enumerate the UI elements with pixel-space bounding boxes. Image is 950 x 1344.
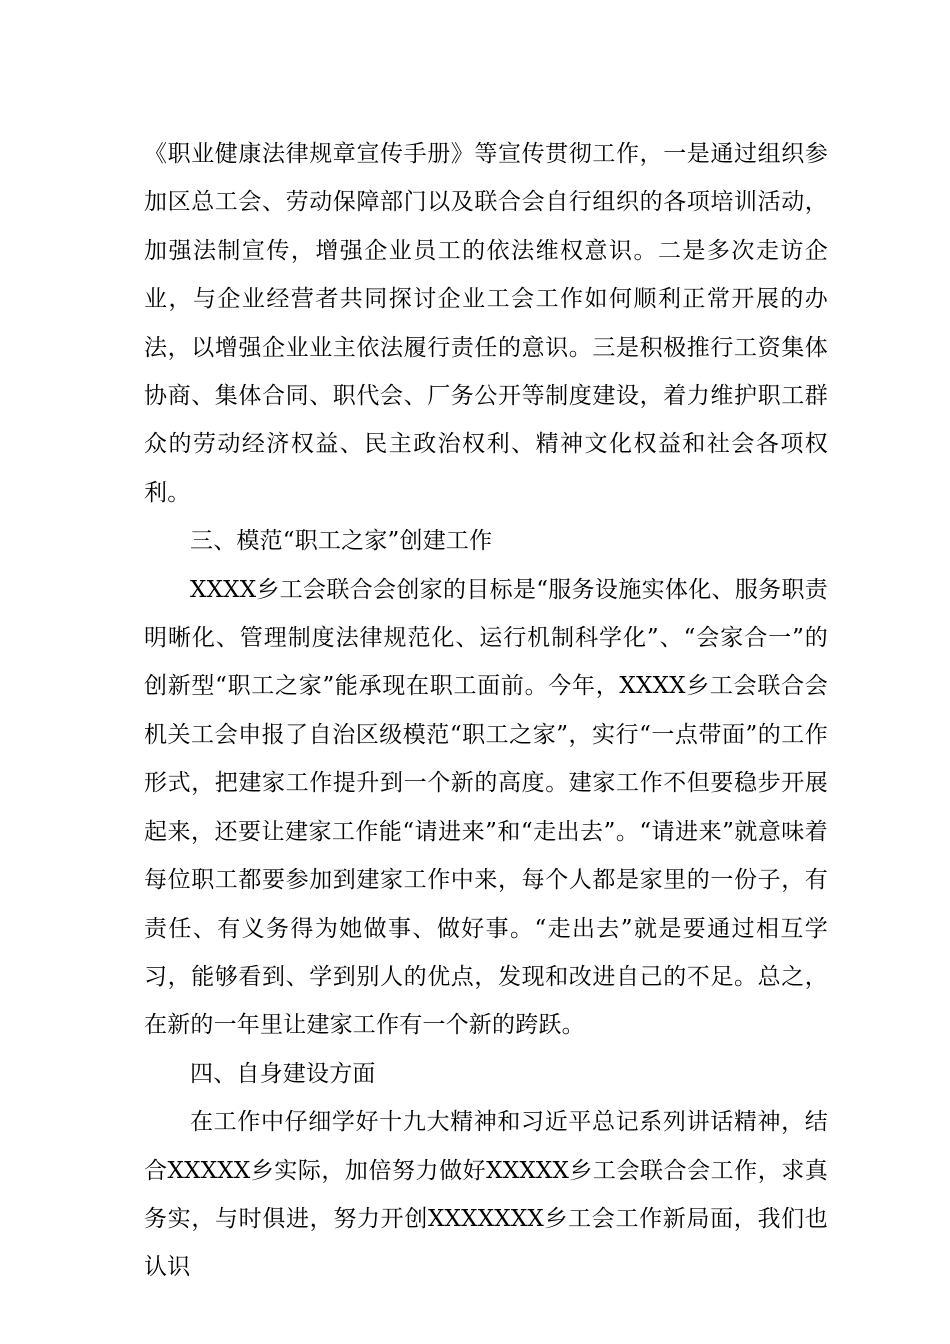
paragraph-model-home: XXXX乡工会联合会创家的目标是“服务设施实体化、服务职责明晰化、管理制度法律规范化、运行机制科学化”、“会家合一”的创新型“职工之家”能承现在职工面前。今年，XXXX乡工会联合会机关工会申报了自治区级模范“职工之家”，实行“一点带面”的工作形式，把建家工作提升到一个新的高度。建家工作不但要稳步开展起来，还要让建家工作能“请进来”和“走出去”。“请进来”就意味着每位职工都要参加到建家工作中来，每个人都是家里的一份子，有责任、有义务得为她做事、做好事。“走出去”就是要通过相互学习，能够看到、学到别人的优点，发现和改进自己的不足。总之，在新的一年里让建家工作有一个新的跨跃。 xyxy=(144,576,828,1039)
section-heading-model-home: 三、模范“职工之家”创建工作 xyxy=(190,528,493,555)
paragraph-training-activities: 《职业健康法律规章宣传手册》等宣传贯彻工作，一是通过组织参加区总工会、劳动保障部门以及联合会自行组织的各项培训活动，加强法制宣传，增强企业员工的依法维权意识。二是多次走访企业，与企业经营者共同探讨企业工会工作如何顺利正常开展的办法，以增强企业业主依法履行责任的意识。三是积极推行工资集体协商、集体合同、职代会、厂务公开等制度建设，着力维护职工群众的劳动经济权益、民主政治权利、精神文化权益和社会各项权利。 xyxy=(144,141,828,506)
section-heading-self-building: 四、自身建设方面 xyxy=(190,1060,376,1087)
document-body xyxy=(144,130,828,1292)
paragraph-self-building: 在工作中仔细学好十九大精神和习近平总记系列讲话精神，结合XXXXX乡实际，加倍努力做好XXXXX乡工会联合会工作，求真务实，与时俱进，努力开创XXXXXXX乡工会工作新局面，我们也认识 xyxy=(144,1109,828,1281)
